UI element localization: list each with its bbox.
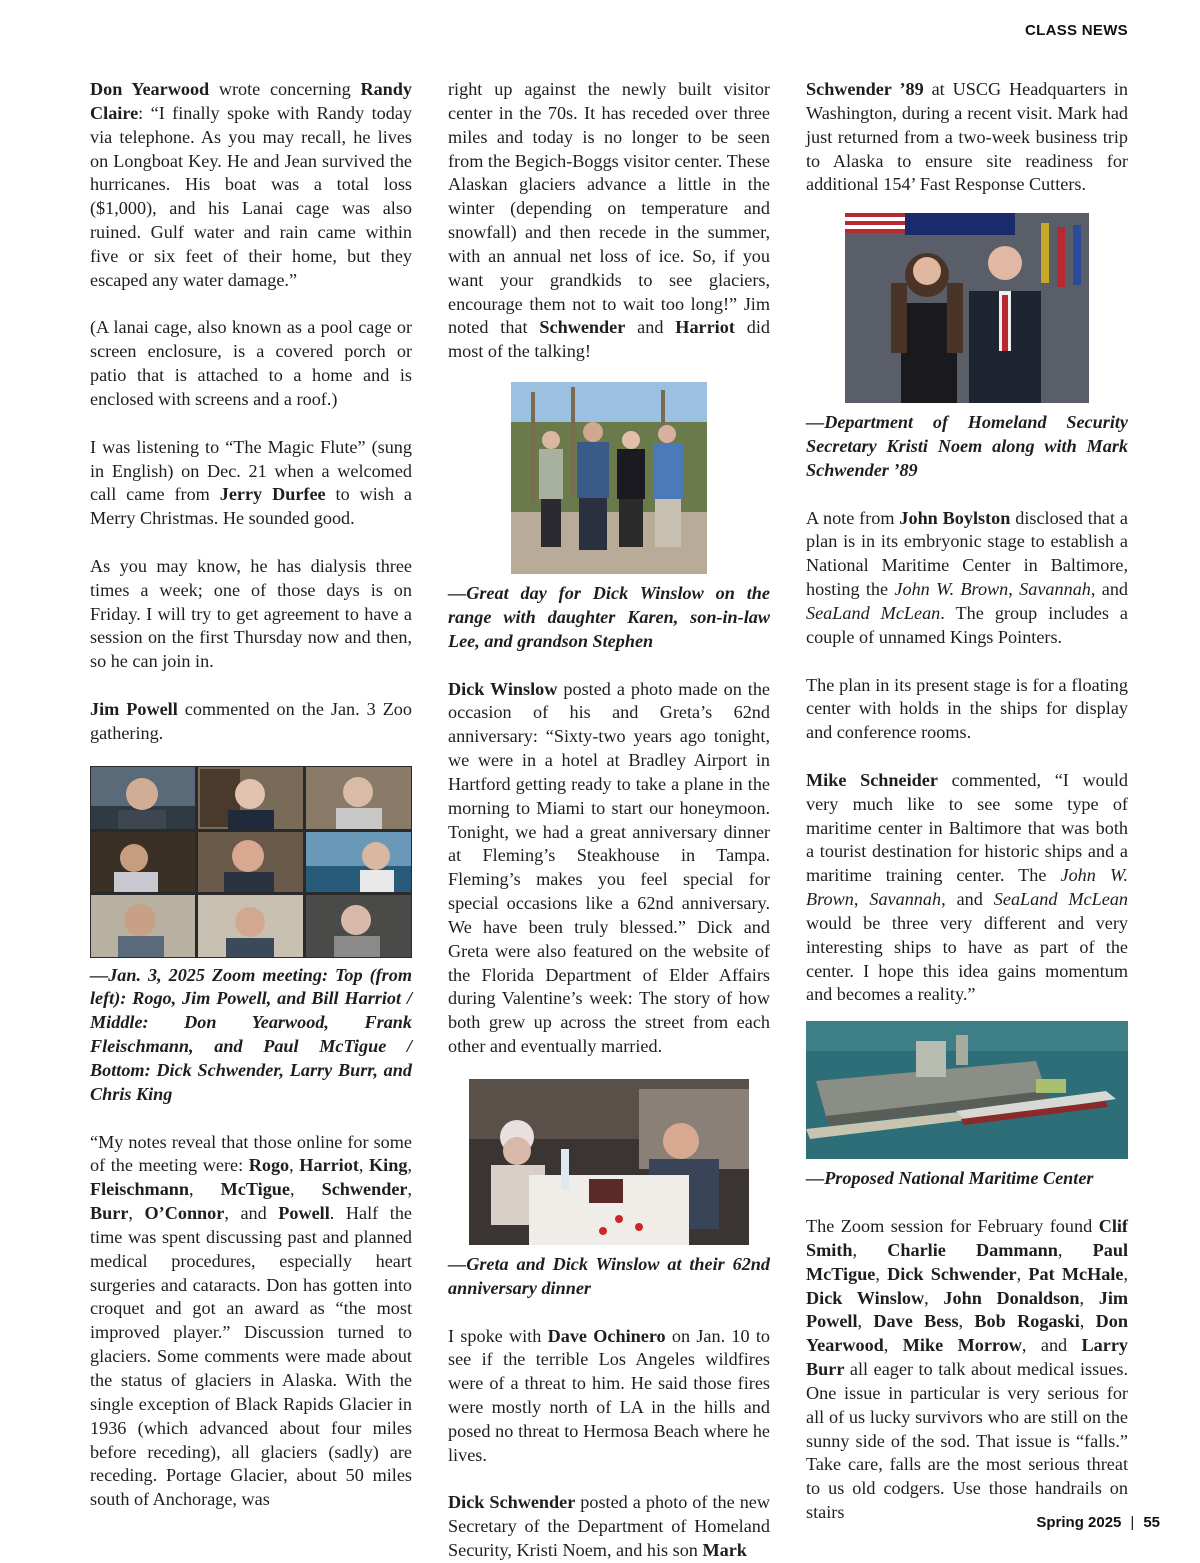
name-bold: Don Yearwood [90,79,210,99]
name-bold: King [369,1155,408,1176]
name-bold: O’Connor [144,1203,225,1224]
text-run: , [407,1155,412,1176]
name-bold: Dick Schwender [887,1263,1017,1284]
text-run: right up against the newly built visitor center in the 70s. It has receded over three miles and today is no longer to be seen from the Begich-Boggs visitor center. These Alaskan glaciers advance a little in the winter (depending on temperature and snowfall) and then recede in the summer, with an annual net loss of ice. So, if you want your grandkids to see glaciers, encourage them not to wait too long!” Jim noted that [448,79,770,338]
anniversary-dinner-photo [469,1079,749,1245]
name-bold: Schwender [539,317,626,338]
paragraph-powell [90,698,412,746]
text-run: , [1057,1239,1093,1260]
text-run: I was listening to “The Magic Flute” (sung in English) on Dec. 21 when a welcomed call came from [90,436,412,505]
text-run: , [289,1155,300,1176]
text-run: , and [1021,1335,1082,1356]
name-bold: Jerry Durfee [219,484,326,505]
text-run: : “I finally spoke with Randy today via telephone. As you may recall, he lives on Longboat Key. He and Jean survived the hurricanes. His boat was a total loss ($1,000), and his Lanai cage was also ruined. Gulf water and rain came within five or six feet of their home, but they escaped any water damage.” [90,102,412,290]
name-bold: Mark [702,1540,747,1561]
winslow-range-caption: —Great day for Dick Winslow on the range with daughter Karen, son-in-law Lee, and grandson Stephen [448,583,770,651]
text-run: on Jan. 10 to see if the terrible Los Angeles wildfires were of a threat to him. He said those fires were mostly north of LA in the hills and posed no threat to Hermosa Beach where he lives. [448,1325,770,1465]
text-run: . Half the time was spent discussing past and planned medical procedures, especially heart surgeries and cataracts. Don has gotten into croquet and got an award as “the most improved player.” Discussion turned to glaciers. Some comments were made about the status of glaciers in Alaska. With the single exception of Black Rapids Glacier in 1936 (which advanced about four miles before receding), all glaciers (sadly) are receding. Portage Glacier, about 50 miles south of Anchorage, was [90,1203,412,1510]
text-run: , and [941,889,994,910]
name-bold: McTigue [220,1179,290,1200]
paragraph-lanai: (A lanai cage, also known as a pool cage or screen enclosure, is a covered porch or patio that is attached to a home and is enclosed with screens and a roof.) [90,317,412,409]
paragraph-magic-flute [90,436,412,531]
noem-caption: —Department of Homeland Security Secretary Kristi Noem along with Mark Schwender ’89 [806,412,1128,480]
winslow-range-photo [511,382,707,574]
paragraph-dialysis: As you may know, he has dialysis three times a week; one of those days is on Friday. I will try to get agreement to have a session on the first Thursday now and then, so he can join in. [90,555,412,672]
text-run: , [1008,579,1020,600]
name-bold: Harriot [299,1155,359,1176]
paragraph-yearwood [90,78,412,293]
text-run: , [189,1179,221,1200]
name-bold: Jim Powell [90,698,178,719]
ship-name: John W. Brown [894,579,1009,600]
text-run: to wish a Merry Christmas. He sounded good. [90,484,412,529]
name-bold: Schwender ’89 [806,79,924,99]
name-bold: Fleischmann [90,1179,190,1200]
issue-label: Spring 2025 [1036,1514,1122,1531]
paragraph-february-zoom [806,1215,1128,1525]
text-run: , [1016,1263,1029,1284]
name-bold: Mike Schneider [806,769,938,790]
text-run: , [883,1335,903,1356]
text-run: , and [224,1203,279,1224]
text-run: commented on the Jan. 3 Zoo gathering. [90,698,412,743]
text-run: posted a photo of the new Secretary of the Department of Homeland Security, Kristi Noem, and his son [448,1492,771,1561]
text-run: , [924,1287,944,1308]
name-bold: Rogo [248,1155,290,1176]
anniversary-caption: —Greta and Dick Winslow at their 62nd anniversary dinner [448,1254,770,1298]
text-run: I spoke with [448,1325,548,1346]
text-run: wrote concerning [209,79,361,99]
text-run: , [958,1311,975,1332]
text-run: . The group includes a couple of unnamed Kings Pointers. [806,602,1128,647]
name-bold: Dick Winslow [806,1287,925,1308]
name-bold: Schwender [321,1179,408,1200]
paragraph-glacier [448,78,770,364]
noem-schwender-photo [845,213,1089,403]
text-run: all eager to talk about medical issues. One issue in particular is very serious for all of us lucky survivors who are still on the sunny side of the sod. That issue is “falls.” Take care, falls are the most serious threat to us old codgers. Use those handrails on stairs [806,1359,1128,1523]
paragraph-boylston [806,507,1128,650]
page-number: 55 [1143,1514,1160,1531]
footer-separator: | [1130,1514,1135,1531]
column-2 [448,78,770,1563]
name-bold: Powell [278,1203,330,1224]
paragraph-notes [90,1131,412,1513]
text-run: , [358,1155,370,1176]
name-bold: John Donaldson [943,1287,1080,1308]
text-run: , [407,1179,413,1200]
name-bold: Larry Burr [806,1335,1129,1380]
text-run: , [875,1263,888,1284]
name-bold: Dick Schwender [448,1492,576,1513]
text-run: posted a photo made on the occasion of his and Greta’s 62nd anniversary: “Sixty-two years ago tonight, we were in a hotel at Bradley Airport in Hartford getting ready to take a plane in the morning to Miami to start our honeymoon. Tonight, we had a great anniversary dinner at Fleming’s Steakhouse in Tampa. Fleming’s makes you feel special for special occasions like a 62nd anniversary. We have been truly blessed.” Dick and Greta were also featured on the website of the Florida Department of Elder Affairs during Valentine’s week: The story of how both grew up across the street from each other and eventually married. [448,678,770,1057]
text-run: would be three very different and very interesting ships to have as part of the center. I hope this idea gains momentum and becomes a reality.” [806,912,1128,1005]
text-run: , [857,1311,874,1332]
name-bold: Dave Ochinero [547,1325,666,1346]
text-run: , [290,1179,322,1200]
text-run: , [1079,1287,1099,1308]
column-1 [90,78,412,1512]
text-run: The Zoom session for February found [806,1216,1099,1236]
text-run: at USCG Headquarters in Washington, during a recent visit. Mark had just returned from a two-week business trip to Alaska to ensure site readiness for additional 154’ Fast Response Cutters. [806,79,1128,195]
name-bold: John Boylston [899,507,1011,528]
text-run: , [853,889,870,910]
paragraph-winslow [448,678,770,1060]
text-run: , [128,1203,145,1224]
name-bold: Bob Rogaski [974,1311,1080,1332]
section-header: CLASS NEWS [1024,22,1128,39]
name-bold: Jim Powell [806,1287,1129,1332]
text-run: and [625,317,676,338]
text-run: did most of the talking! [448,317,770,362]
text-run: “My notes reveal that those online for some of the meeting were: [90,1131,412,1176]
ship-name: SeaLand McLean [993,889,1129,910]
paragraph-mark-schwender [806,78,1128,197]
maritime-center-rendering [806,1021,1128,1159]
name-bold: Clif Smith [806,1216,1128,1260]
name-bold: Paul McTigue [806,1239,1129,1284]
text-run: disclosed that a plan is in its embryonic stage to establish a National Maritime Center in Baltimore, hosting the [806,507,1128,600]
name-bold: Dick Winslow [448,678,558,699]
paragraph-schneider [806,769,1128,1007]
name-bold: Mike Morrow [902,1335,1022,1356]
zoom-photo-caption: —Jan. 3, 2025 Zoom meeting: Top (from left): Rogo, Jim Powell, and Bill Harriot / Middle: Don Yearwood, Frank Fleischmann, and Paul McTigue / Bottom: Dick Schwender, Larry Burr, and Chris King [90,964,412,1104]
name-bold: Pat McHale [1028,1263,1124,1284]
ship-name: SeaLand McLean [806,602,941,623]
ship-name: Savannah [869,889,942,910]
page-footer [1036,1514,1160,1531]
maritime-center-caption: —Proposed National Maritime Center [806,1168,1094,1189]
paragraph-floating-center: The plan in its present stage is for a floating center with holds in the ships for display and conference rooms. [806,674,1128,743]
text-run: , [1123,1263,1129,1284]
text-run: , and [1090,579,1129,600]
text-run: , [1079,1311,1096,1332]
text-run: , [852,1239,888,1260]
text-run: commented, “I would very much like to see some type of maritime center in Baltimore that was both a tourist destination for historic ships and a maritime training center. The [806,769,1128,886]
text-run: A note from [806,507,900,528]
ship-name: John W. Brown [806,865,1128,910]
paragraph-ochinero [448,1325,770,1468]
ship-name: Savannah [1019,579,1091,600]
name-bold: Dave Bess [873,1311,959,1332]
name-bold: Don Yearwood [806,1311,1128,1356]
zoom-meeting-photo [90,766,412,958]
name-bold: Charlie Dammann [887,1239,1058,1260]
column-3 [806,78,1128,1525]
name-bold: Harriot [675,317,735,338]
name-bold: Randy Claire [90,79,412,123]
name-bold: Burr [90,1203,129,1224]
paragraph-schwender [448,1491,770,1563]
